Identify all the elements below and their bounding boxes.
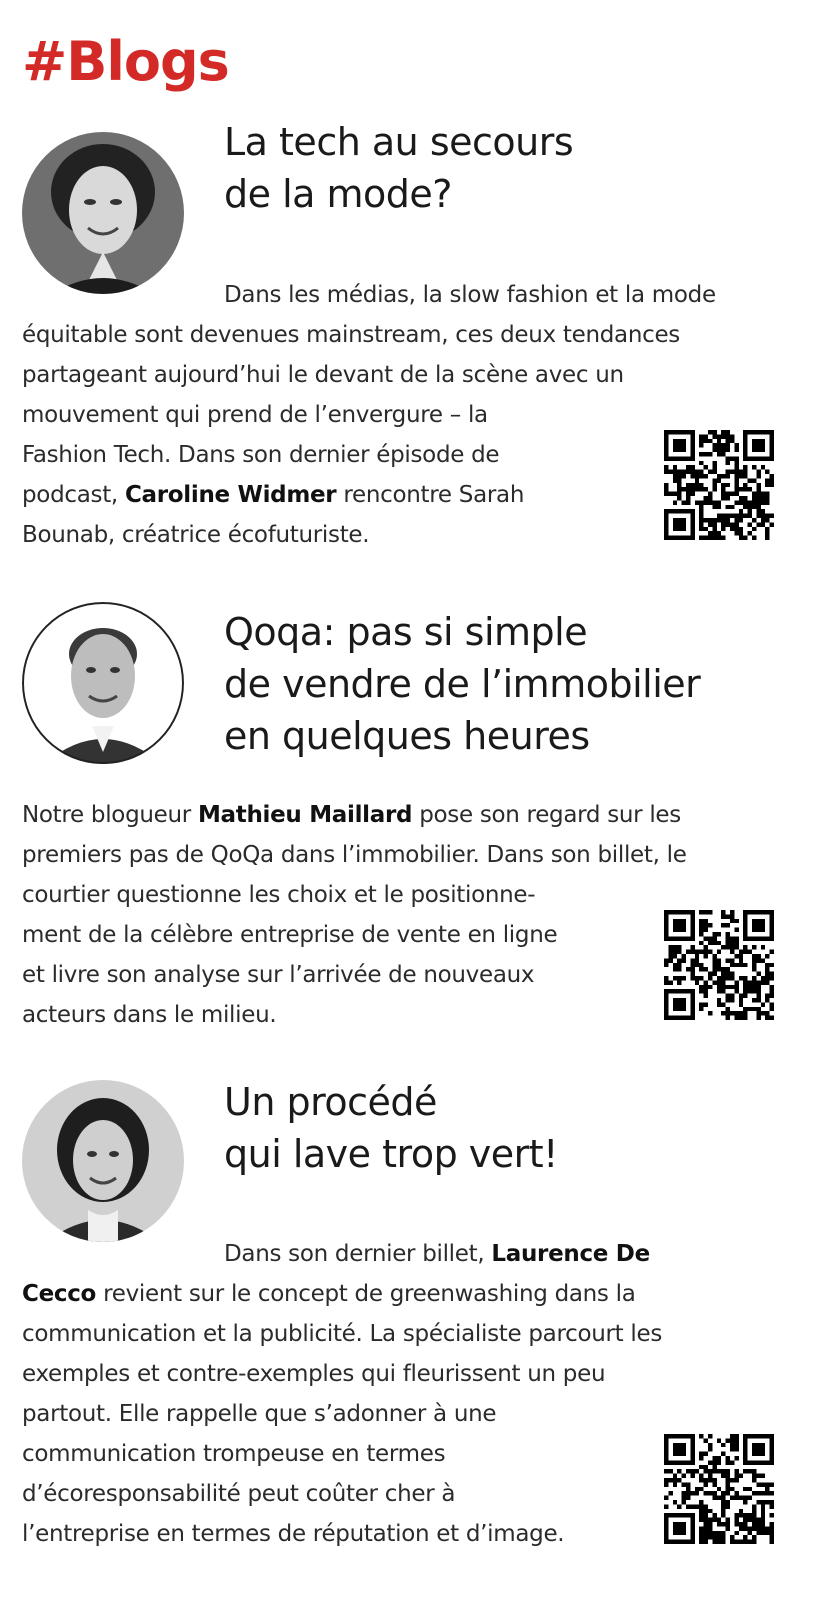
post-body-tech-mode xyxy=(22,275,716,555)
section-heading: #Blogs xyxy=(22,30,229,93)
woman-portrait-icon xyxy=(22,132,184,294)
post-title-greenwashing[interactable] xyxy=(224,1076,558,1180)
author-avatar-caroline-widmer xyxy=(22,132,184,294)
title-line: La tech au secours xyxy=(224,120,574,164)
body-line: premiers pas de QoQa dans l’immobilier. Dans son billet, le xyxy=(22,842,687,868)
author-name: Caroline Widmer xyxy=(124,482,337,508)
body-line: d’écoresponsabilité peut coûter cher à xyxy=(22,1481,456,1507)
body-line: Dans les médias, la slow fashion et la mode xyxy=(224,282,716,308)
title-line: qui lave trop vert! xyxy=(224,1132,558,1176)
woman-portrait-icon xyxy=(22,1080,184,1242)
author-name: Mathieu Maillard xyxy=(197,802,413,828)
qr-code-post-1[interactable] xyxy=(664,430,774,540)
body-text: Dans son dernier billet, xyxy=(224,1241,492,1267)
author-name: Laurence De xyxy=(491,1241,650,1267)
author-avatar-mathieu-maillard xyxy=(22,602,184,764)
body-text: pose son regard sur les xyxy=(412,802,681,828)
title-line: de la mode? xyxy=(224,172,452,216)
body-line xyxy=(22,475,716,515)
post-title-qoqa[interactable] xyxy=(224,606,700,762)
author-name: Cecco xyxy=(22,1281,97,1307)
body-line: communication et la publicité. La spécialiste parcourt les xyxy=(22,1321,663,1347)
body-text: rencontre Sarah xyxy=(336,482,525,508)
body-line: partout. Elle rappelle que s’adonner à une xyxy=(22,1401,497,1427)
body-line: courtier questionne les choix et le positionne- xyxy=(22,882,536,908)
title-line: de vendre de l’immobilier xyxy=(224,662,701,706)
post-body-greenwashing xyxy=(22,1234,662,1554)
body-line: l’entreprise en termes de réputation et d’image. xyxy=(22,1521,565,1547)
body-line: Bounab, créatrice écofuturiste. xyxy=(22,522,370,548)
title-line: Qoqa: pas si simple xyxy=(224,610,588,654)
title-line: en quelques heures xyxy=(224,714,590,758)
body-line: mouvement qui prend de l’envergure – la xyxy=(22,402,488,428)
qr-code-icon xyxy=(664,910,774,1020)
body-line: exemples et contre-exemples qui fleurissent un peu xyxy=(22,1361,606,1387)
qr-code-post-2[interactable] xyxy=(664,910,774,1020)
body-text: Notre blogueur xyxy=(22,802,198,828)
title-line: Un procédé xyxy=(224,1080,437,1124)
author-avatar-laurence-de-cecco xyxy=(22,1080,184,1242)
body-line: partageant aujourd’hui le devant de la scène avec un xyxy=(22,362,624,388)
body-line: ment de la célèbre entreprise de vente en ligne xyxy=(22,922,558,948)
body-line: et livre son analyse sur l’arrivée de nouveaux xyxy=(22,962,535,988)
qr-code-icon xyxy=(664,1434,774,1544)
body-text: revient sur le concept de greenwashing dans la xyxy=(96,1281,636,1307)
body-line xyxy=(22,1274,662,1314)
qr-code-icon xyxy=(664,430,774,540)
body-line: acteurs dans le milieu. xyxy=(22,1002,277,1028)
post-title-tech-mode[interactable] xyxy=(224,116,573,220)
body-line xyxy=(22,1234,662,1274)
body-line xyxy=(22,795,687,835)
body-line: équitable sont devenues mainstream, ces deux tendances xyxy=(22,322,680,348)
body-text: podcast, xyxy=(22,482,125,508)
qr-code-post-3[interactable] xyxy=(664,1434,774,1544)
man-portrait-icon xyxy=(22,602,184,764)
post-body-qoqa xyxy=(22,795,687,1035)
body-line: communication trompeuse en termes xyxy=(22,1441,446,1467)
body-line: Fashion Tech. Dans son dernier épisode de xyxy=(22,442,500,468)
